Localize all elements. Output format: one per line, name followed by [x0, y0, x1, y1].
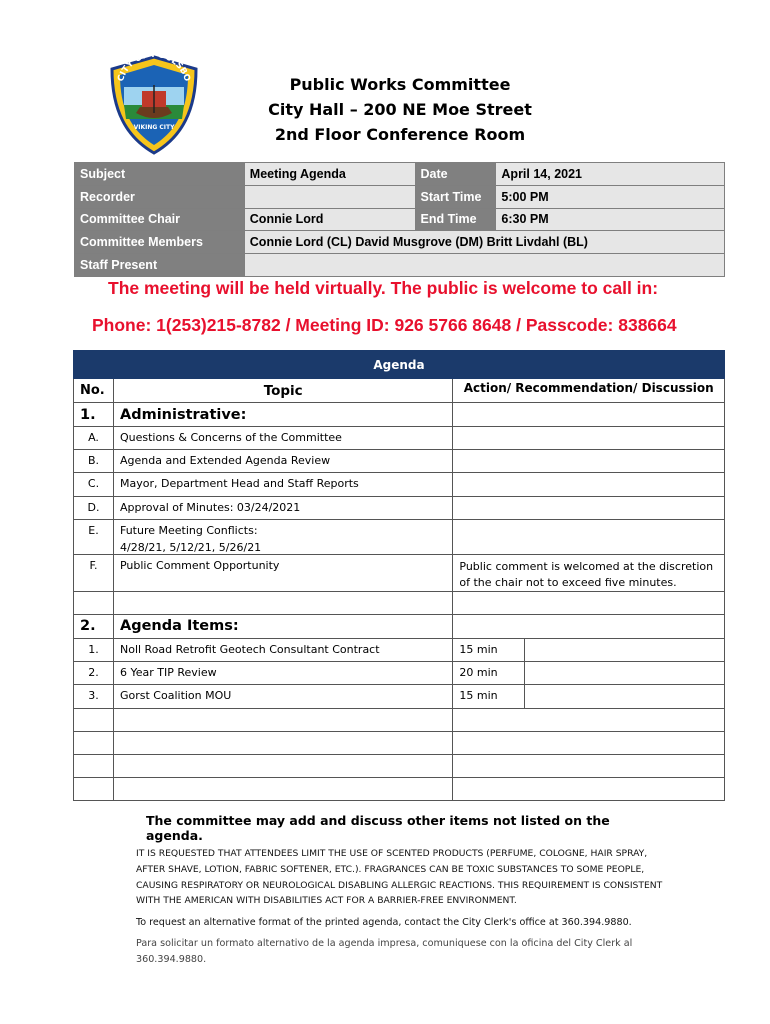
item-time: 15 min	[453, 685, 525, 708]
end-time-label: End Time	[415, 208, 496, 231]
footer-title: The committee may add and discuss other items not listed on the agenda.	[146, 813, 610, 843]
alt-format-notice-spanish: Para solicitar un formato alternativo de la agenda impresa, comuniquese con la oficina del City Clerk al 360.394.9880.	[136, 938, 633, 965]
agenda-title: Agenda	[74, 351, 725, 379]
recorder-row	[75, 185, 725, 208]
section-title: Administrative:	[113, 403, 452, 427]
scent-notice: IT IS REQUESTED THAT ATTENDEES LIMIT THE USE OF SCENTED PRODUCTS (PERFUME, COLOGNE, HAIR SPRAY, AFTER SHAVE, LOTION, FABRIC SOFTENER, ETC.). FRAGRANCES CAN BE TOXIC SUBSTANCES TO SOME PEOPLE, CAUSING RESPIRATORY OR NEUROLOGICAL DISABLING ALLERGIC REACTIONS. THIS REQUIREMENT IS CONSISTENT WITH THE AMERICAN WITH DISABILITIES ACT FOR A BARRIER-FREE ENVIRONMENT.	[136, 848, 663, 907]
subject-label: Subject	[75, 163, 245, 186]
end-time-value: 6:30 PM	[496, 208, 725, 231]
alt-format-notice: To request an alternative format of the printed agenda, contact the City Clerk's office at 360.394.9880.	[136, 917, 632, 929]
agenda-row: C. Mayor, Department Head and Staff Reports	[74, 473, 725, 496]
logo-bottom-text: VIKING CITY	[133, 124, 175, 131]
header-title: Public Works Committee	[289, 75, 511, 94]
column-topic: Topic	[113, 379, 452, 403]
members-label: Committee Members	[75, 231, 245, 254]
agenda-empty-row	[74, 591, 725, 614]
recorder-value	[244, 185, 415, 208]
chair-label: Committee Chair	[75, 208, 245, 231]
virtual-meeting-notice: The meeting will be held virtually. The public is welcome to call in:	[108, 278, 659, 298]
staff-value	[244, 254, 724, 277]
staff-row	[75, 254, 725, 277]
agenda-empty-row	[74, 731, 725, 754]
column-no: No.	[74, 379, 114, 403]
agenda-footer	[136, 813, 666, 967]
agenda-row: F. Public Comment Opportunity Public comment is welcomed at the discretion of the chair not to exceed five minutes.	[74, 554, 725, 591]
agenda-item-row: 1. Noll Road Retrofit Geotech Consultant Contract 15 min	[74, 638, 725, 661]
item-time: 15 min	[453, 638, 525, 661]
row-subtopic: 4/28/21, 5/12/21, 5/26/21	[119, 540, 262, 554]
logo-top-text: CITY OF POULSBO	[116, 55, 193, 83]
section-title: Agenda Items:	[113, 614, 452, 638]
agenda-item-row: 3. Gorst Coalition MOU 15 min	[74, 685, 725, 708]
call-in-details: Phone: 1(253)215-8782 / Meeting ID: 926 5766 8648 / Passcode: 838664	[92, 315, 677, 335]
start-time-label: Start Time	[415, 185, 496, 208]
meeting-info-table	[74, 162, 725, 277]
agenda-column-headers	[74, 379, 725, 403]
agenda-row: B. Agenda and Extended Agenda Review	[74, 450, 725, 473]
agenda-empty-row	[74, 754, 725, 777]
members-row	[75, 231, 725, 254]
header-room: 2nd Floor Conference Room	[274, 125, 526, 144]
agenda-empty-row	[74, 778, 725, 801]
section-agenda-items	[74, 614, 725, 638]
meeting-header	[250, 72, 550, 147]
agenda-row: E. Future Meeting Conflicts: 4/28/21, 5/12/21, 5/26/21	[74, 519, 725, 554]
agenda-title-bar	[74, 351, 725, 379]
chair-value: Connie Lord	[244, 208, 415, 231]
section-administrative	[74, 403, 725, 427]
date-label: Date	[415, 163, 496, 186]
recorder-label: Recorder	[75, 185, 245, 208]
agenda-row: D. Approval of Minutes: 03/24/2021	[74, 496, 725, 519]
agenda-table	[73, 350, 725, 801]
members-value: Connie Lord (CL) David Musgrove (DM) Britt Livdahl (BL)	[244, 231, 724, 254]
subject-value: Meeting Agenda	[244, 163, 415, 186]
item-time: 20 min	[453, 662, 525, 685]
section-number: 1.	[74, 403, 114, 427]
section-number: 2.	[74, 614, 114, 638]
agenda-empty-row	[74, 708, 725, 731]
column-action: Action/ Recommendation/ Discussion	[453, 379, 725, 403]
date-value: April 14, 2021	[496, 163, 725, 186]
start-time-value: 5:00 PM	[496, 185, 725, 208]
subject-row	[75, 163, 725, 186]
row-topic: Future Meeting Conflicts:	[119, 523, 258, 537]
agenda-row: A. Questions & Concerns of the Committee	[74, 427, 725, 450]
city-logo	[104, 55, 204, 155]
header-address: City Hall – 200 NE Moe Street	[268, 100, 532, 119]
public-comment-note: Public comment is welcomed at the discretion of the chair not to exceed five minutes.	[453, 554, 725, 591]
chair-row	[75, 208, 725, 231]
staff-label: Staff Present	[75, 254, 245, 277]
agenda-item-row: 2. 6 Year TIP Review 20 min	[74, 662, 725, 685]
